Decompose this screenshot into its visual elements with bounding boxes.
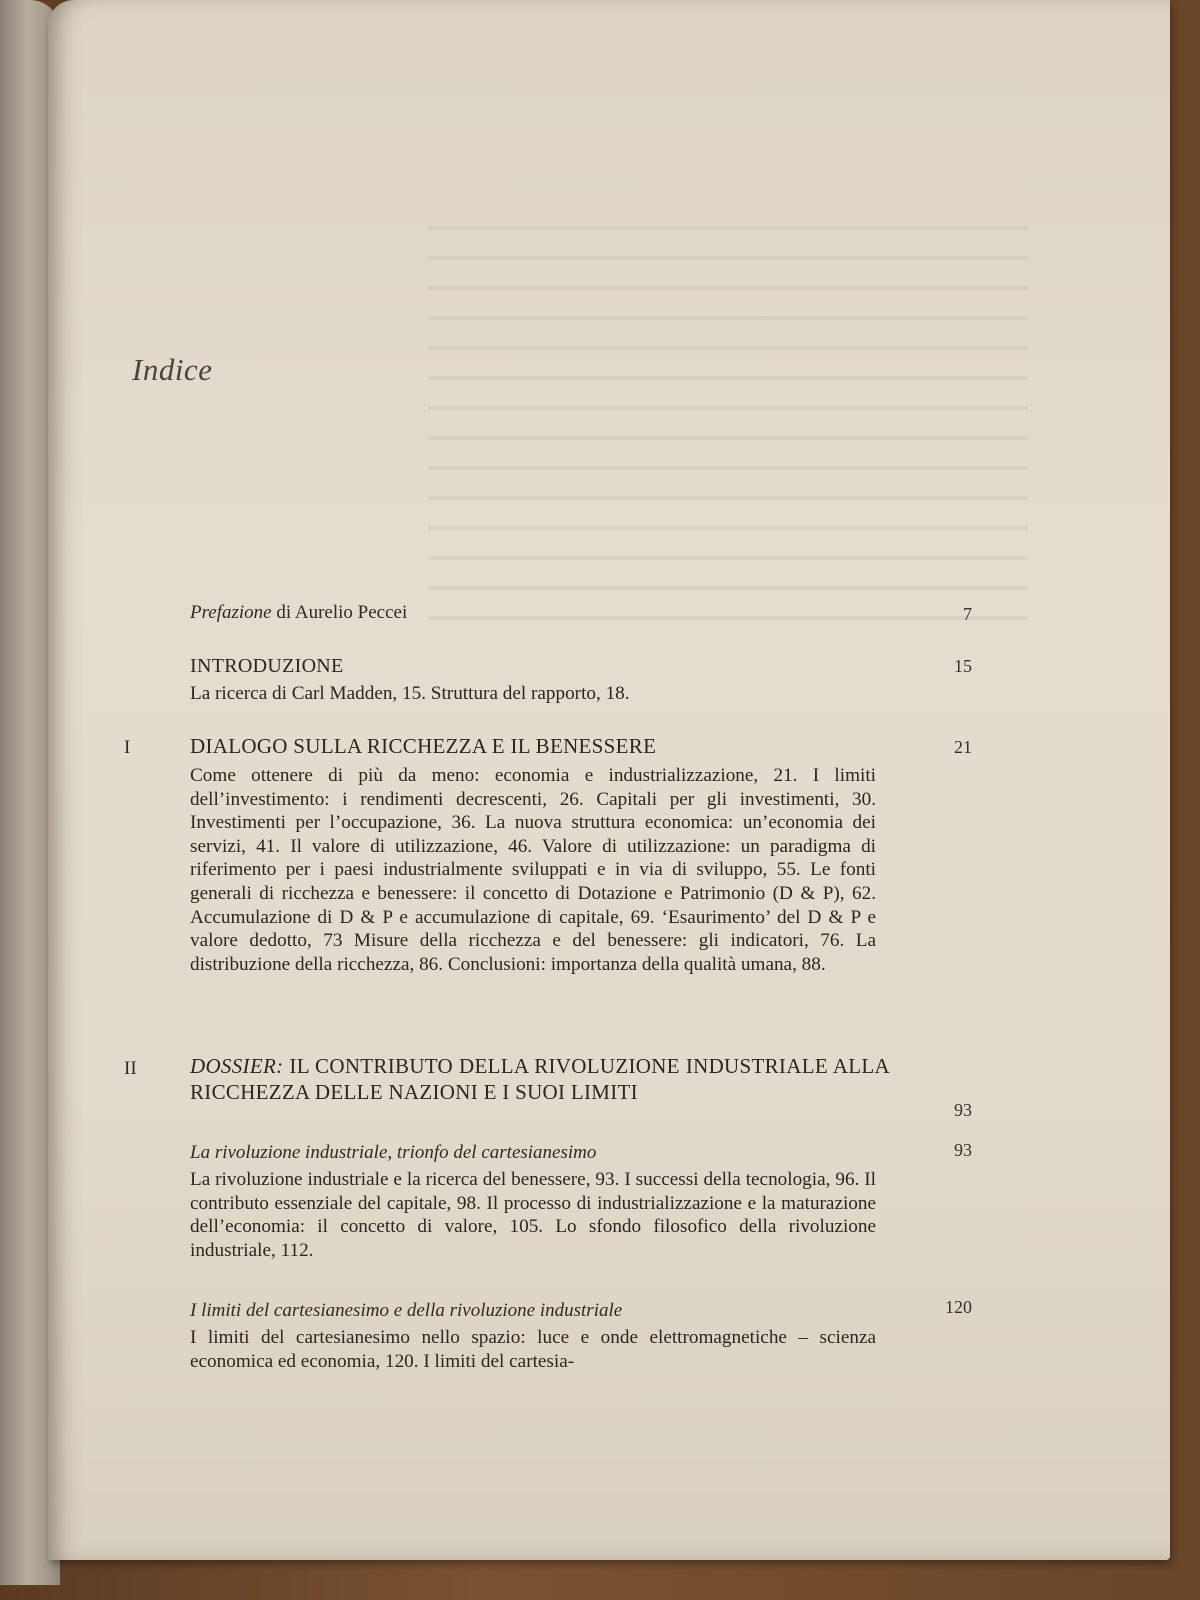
section-2-description: I limiti del cartesianesimo nello spazio: luce e onde elettromagnetiche – scienza economica ed economia, 120. I limiti del cartesia-	[190, 1327, 876, 1372]
chapter-2-heading-italic: DOSSIER:	[190, 1054, 284, 1078]
introduzione-description: La ricerca di Carl Madden, 15. Struttura del rapporto, 18.	[190, 683, 630, 704]
chapter-1-description: Come ottenere di più da meno: economia e industrializzazione, 21. I limiti dell’investimento: i rendimenti decrescenti, 26. Capitali per gli investimenti, 30. Investimenti per l’occupazione, 36. La nuova struttura economica: un’economia dei servizi, 41. Il valore di utilizzazione, 46. Valore di utilizzazione: un paradigma di riferimento per i paesi industrialmente sviluppati e in via di sviluppo, 55. Le fonti generali di ricchezza e benessere: il concetto di Dotazione e Patrimonio (D & P), 62. Accumulazione di D & P e accumulazione di capitale, 69. ‘Esaurimento’ del D & P e valore dedotto, 73 Misure della ricchezza e del benessere: gli indicatori, 76. La distribuzione della ricchezza, 86. Conclusioni: importanza della qualità umana, 88.	[190, 765, 876, 975]
page-number-section-2: 120	[945, 1297, 972, 1317]
toc-entry-prefazione	[190, 602, 407, 624]
heading-introduzione: INTRODUZIONE	[190, 655, 344, 677]
chapter-numeral-1: I	[124, 737, 131, 758]
page-number-prefazione: 7	[963, 604, 972, 624]
page-number-chapter-1: 21	[954, 737, 972, 757]
chapter-1-heading: DIALOGO SULLA RICCHEZZA E IL BENESSERE	[190, 734, 657, 758]
show-through-text	[428, 200, 1028, 620]
page-number-chapter-2: 93	[954, 1100, 972, 1120]
page-number-section-1: 93	[954, 1140, 972, 1160]
page-number-introduzione: 15	[954, 656, 972, 676]
prefazione-title-rest: di Aurelio Peccei	[271, 602, 408, 623]
prefazione-title-italic: Prefazione	[190, 602, 272, 623]
section-1-subtitle: La rivoluzione industriale, trionfo del cartesianesimo	[190, 1142, 597, 1163]
section-1-description: La rivoluzione industriale e la ricerca del benessere, 93. I successi della tecnologia, 96. Il contributo essenziale del capitale, 98. Il processo di industrializzazione e la maturazione dell’economia: il concetto di valore, 105. Lo sfondo filosofico della rivoluzione industriale, 112.	[190, 1169, 876, 1261]
chapter-2-heading	[190, 1053, 890, 1105]
page-title: Indice	[132, 352, 213, 387]
section-2-subtitle: I limiti del cartesianesimo e della rivoluzione industriale	[190, 1300, 623, 1321]
chapter-2-heading-rest: IL CONTRIBUTO DELLA RIVOLUZIONE INDUSTRIALE ALLA RICCHEZZA DELLE NAZIONI E I SUOI LIMITI	[190, 1054, 890, 1104]
chapter-numeral-2: II	[124, 1058, 137, 1079]
